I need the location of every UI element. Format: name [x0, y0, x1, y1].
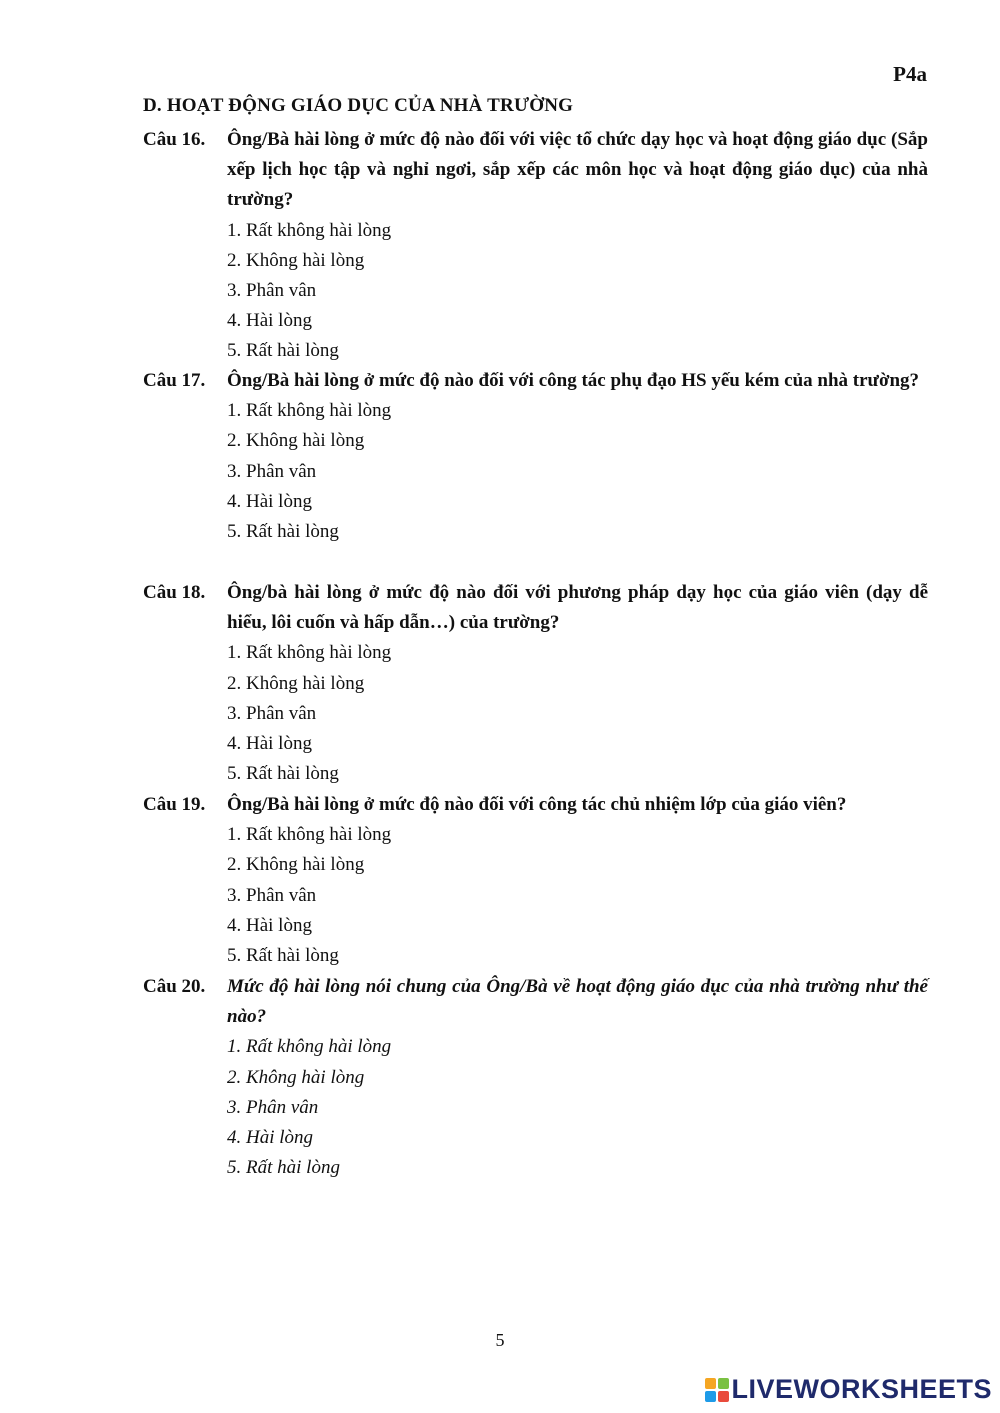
logo-text: LIVEWORKSHEETS: [731, 1374, 992, 1404]
option-list: [227, 216, 928, 367]
option-2[interactable]: 2. Không hài lòng: [227, 672, 365, 694]
option-1[interactable]: 1. Rất không hài lòng: [227, 824, 392, 846]
option-2[interactable]: 2. Không hài lòng: [227, 249, 365, 271]
option-list: [227, 1032, 928, 1183]
question-19: [143, 790, 928, 971]
option-2[interactable]: 2. Không hài lòng: [227, 854, 365, 876]
question-16: [143, 125, 928, 367]
section-title: D. HOẠT ĐỘNG GIÁO DỤC CỦA NHÀ TRƯỜNG: [143, 95, 574, 116]
option-list: [227, 638, 928, 789]
question-text: Mức độ hài lòng nói chung của Ông/Bà về hoạt động giáo dục của nhà trường như thế nào?: [227, 976, 928, 1028]
question-number: Câu 17.: [143, 370, 206, 391]
option-list: [227, 820, 928, 971]
page-code: P4a: [893, 62, 927, 86]
option-1[interactable]: 1. Rất không hài lòng: [227, 219, 392, 241]
option-4[interactable]: 4. Hài lòng: [227, 310, 312, 332]
question-text: Ông/Bà hài lòng ở mức độ nào đối với việc tổ chức dạy học và hoạt động giáo dục (Sắp xếp lịch học tập và nghỉ ngơi, sắp xếp các môn học và hoạt động giáo dục) của nhà trường?: [227, 129, 928, 211]
question-text: Ông/Bà hài lòng ở mức độ nào đối với công tác chủ nhiệm lớp của giáo viên?: [227, 794, 847, 815]
liveworksheets-logo[interactable]: [705, 1374, 992, 1405]
option-3[interactable]: 3. Phân vân: [227, 884, 317, 906]
liveworksheets-logo-icon: [705, 1378, 729, 1402]
option-4[interactable]: 4. Hài lòng: [227, 1127, 314, 1149]
option-4[interactable]: 4. Hài lòng: [227, 490, 312, 512]
option-3[interactable]: 3. Phân vân: [227, 702, 317, 724]
option-5[interactable]: 5. Rất hài lòng: [227, 763, 339, 785]
question-number: Câu 18.: [143, 582, 206, 603]
question-text: Ông/bà hài lòng ở mức độ nào đối với phương pháp dạy học của giáo viên (dạy dễ hiểu, lôi cuốn và hấp dẫn…) của trường?: [227, 582, 928, 634]
option-3[interactable]: 3. Phân vân: [227, 460, 317, 482]
question-number: Câu 19.: [143, 794, 206, 815]
option-1[interactable]: 1. Rất không hài lòng: [227, 642, 392, 664]
option-1[interactable]: 1. Rất không hài lòng: [227, 400, 392, 422]
option-4[interactable]: 4. Hài lòng: [227, 914, 312, 936]
option-3[interactable]: 3. Phân vân: [227, 280, 317, 302]
question-20: [143, 972, 928, 1183]
question-17: [143, 366, 928, 547]
option-5[interactable]: 5. Rất hài lòng: [227, 521, 339, 543]
option-2[interactable]: 2. Không hài lòng: [227, 1066, 365, 1088]
question-text: Ông/Bà hài lòng ở mức độ nào đối với công tác phụ đạo HS yếu kém của nhà trường?: [227, 370, 920, 391]
option-5[interactable]: 5. Rất hài lòng: [227, 1157, 340, 1179]
question-number: Câu 20.: [143, 976, 206, 997]
question-number: Câu 16.: [143, 129, 206, 150]
option-2[interactable]: 2. Không hài lòng: [227, 430, 365, 452]
option-4[interactable]: 4. Hài lòng: [227, 733, 312, 755]
option-3[interactable]: 3. Phân vân: [227, 1096, 319, 1118]
page-number: 5: [495, 1330, 505, 1350]
question-18: [143, 578, 928, 789]
option-list: [227, 396, 928, 547]
option-5[interactable]: 5. Rất hài lòng: [227, 340, 339, 362]
option-5[interactable]: 5. Rất hài lòng: [227, 945, 339, 967]
option-1[interactable]: 1. Rất không hài lòng: [227, 1036, 392, 1058]
